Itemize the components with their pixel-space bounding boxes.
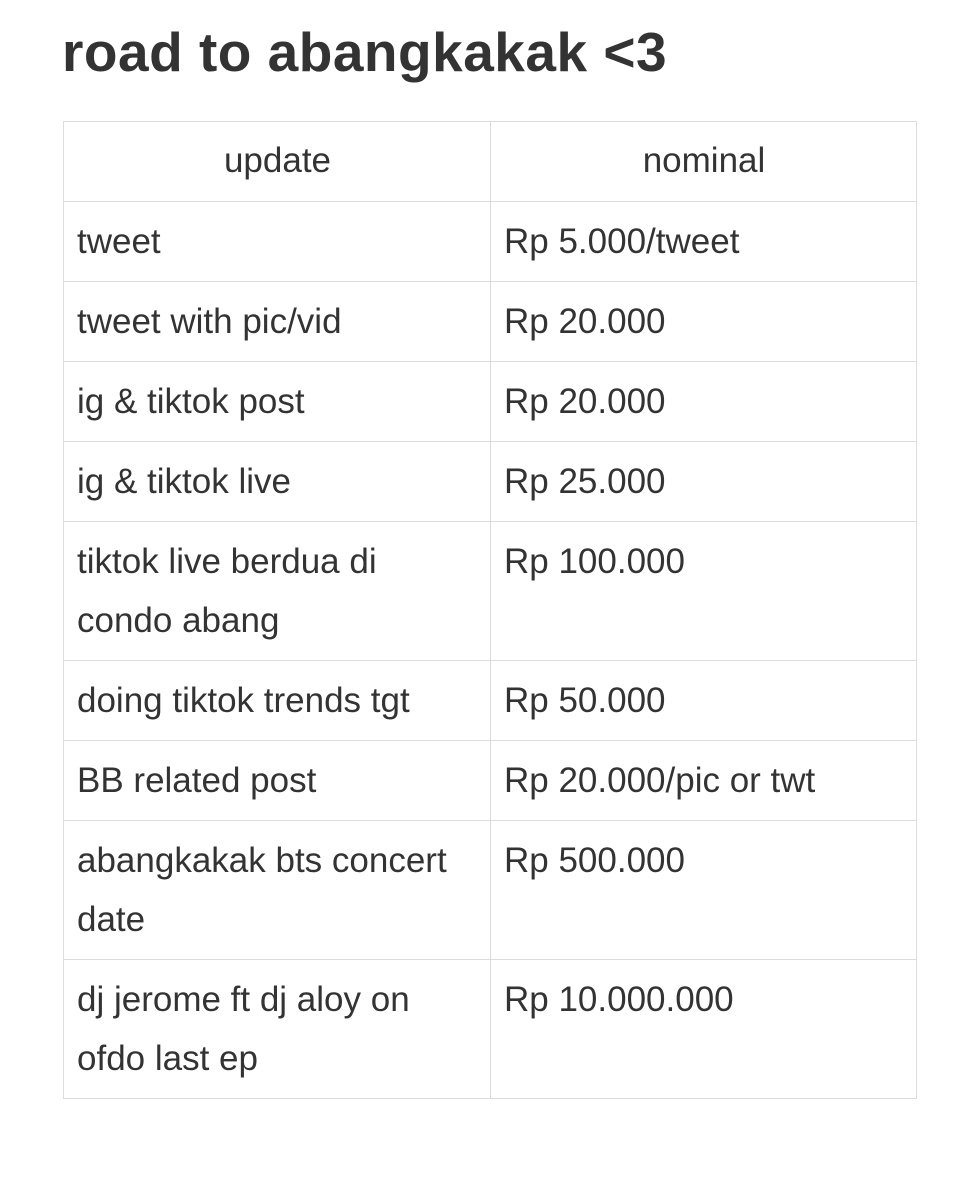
table-header-row: [64, 122, 917, 202]
price-table: [63, 121, 917, 1099]
nominal-cell: Rp 5.000/tweet: [491, 202, 917, 282]
nominal-cell: Rp 10.000.000: [491, 960, 917, 1099]
update-cell: ig & tiktok post: [64, 362, 491, 442]
nominal-cell: Rp 20.000/pic or twt: [491, 741, 917, 821]
table-row: [64, 202, 917, 282]
nominal-cell: Rp 25.000: [491, 442, 917, 522]
table-row: [64, 522, 917, 661]
table-row: [64, 661, 917, 741]
table-row: [64, 960, 917, 1099]
column-header-nominal: nominal: [491, 122, 917, 202]
nominal-cell: Rp 20.000: [491, 362, 917, 442]
table-row: [64, 821, 917, 960]
update-cell: ig & tiktok live: [64, 442, 491, 522]
update-cell: abangkakak bts concert date: [64, 821, 491, 960]
nominal-cell: Rp 100.000: [491, 522, 917, 661]
table-row: [64, 741, 917, 821]
nominal-cell: Rp 20.000: [491, 282, 917, 362]
column-header-update: update: [64, 122, 491, 202]
update-cell: doing tiktok trends tgt: [64, 661, 491, 741]
update-cell: BB related post: [64, 741, 491, 821]
page-title: road to abangkakak <3: [62, 21, 668, 83]
update-cell: tweet with pic/vid: [64, 282, 491, 362]
table-row: [64, 282, 917, 362]
table-row: [64, 442, 917, 522]
update-cell: tiktok live berdua di condo abang: [64, 522, 491, 661]
update-cell: dj jerome ft dj aloy on ofdo last ep: [64, 960, 491, 1099]
nominal-cell: Rp 500.000: [491, 821, 917, 960]
update-cell: tweet: [64, 202, 491, 282]
nominal-cell: Rp 50.000: [491, 661, 917, 741]
table-row: [64, 362, 917, 442]
